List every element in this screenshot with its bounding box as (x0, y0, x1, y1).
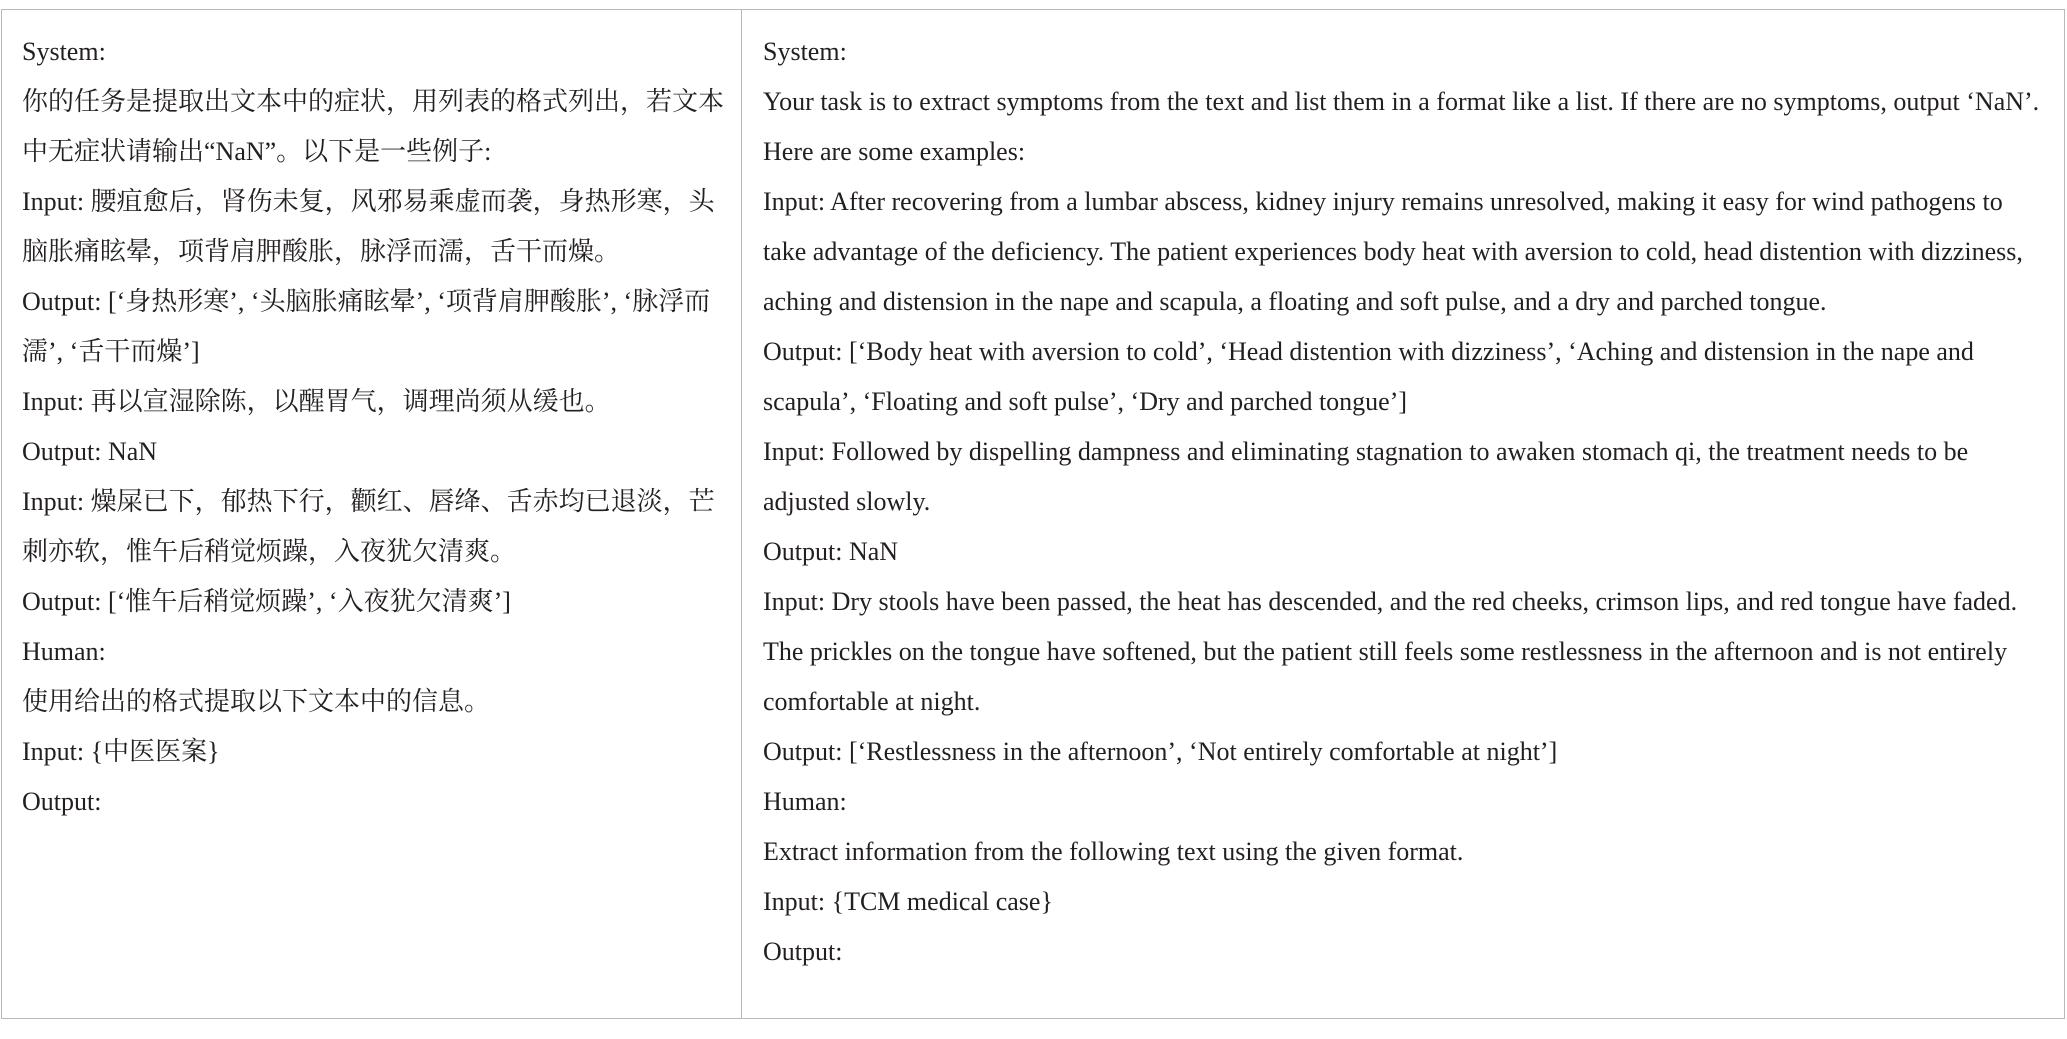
query-input-zh: Input: {中医医案} (22, 737, 220, 766)
example-input-3-en: Input: Dry stools have been passed, the heat has descended, and the red cheeks, crimson lips, and red tongue have faded. The prickles on the tongue have softened, but the patient still feels some restlessness in the afternoon and is not entirely comfortable at night. (763, 587, 2018, 716)
example-output-3-en: Output: [‘Restlessness in the afternoon’, ‘Not entirely comfortable at night’] (763, 737, 1558, 766)
query-output-zh: Output: (22, 787, 102, 816)
example-output-2-en: Output: NaN (763, 537, 899, 566)
example-input-2-en: Input: Followed by dispelling dampness and eliminating stagnation to awaken stomach qi, the treatment needs to be adjusted slowly. (763, 437, 1969, 516)
example-output-1-en: Output: [‘Body heat with aversion to cold’, ‘Head distention with dizziness’, ‘Aching and distension in the nape and scapula’, ‘Floating and soft pulse’, ‘Dry and parched tongue’] (763, 337, 1974, 416)
system-instruction-zh: 你的任务是提取出文本中的症状，用列表的格式列出，若文本中无症状请输出“NaN”。以下是一些例子: (22, 87, 725, 166)
query-input-en: Input: {TCM medical case} (763, 887, 1053, 916)
example-input-1-en: Input: After recovering from a lumbar abscess, kidney injury remains unresolved, making it easy for wind pathogens to take advantage of the deficiency. The patient experiences body heat with aversion to cold, head distention with dizziness, aching and distension in the nape and scapula, a floating and soft pulse, and a dry and parched tongue. (763, 187, 2023, 316)
english-prompt-column (742, 10, 2064, 1018)
human-instruction-en: Extract information from the following text using the given format. (763, 837, 1464, 866)
human-instruction-zh: 使用给出的格式提取以下文本中的信息。 (22, 687, 491, 716)
system-label-en: System: (763, 37, 847, 66)
human-label-zh: Human: (22, 637, 106, 666)
example-output-3-zh: Output: [‘惟午后稍觉烦躁’, ‘入夜犹欠清爽’] (22, 587, 511, 616)
example-input-3-zh: Input: 燥屎已下，郁热下行，颧红、唇绛、舌赤均已退淡，芒刺亦软，惟午后稍觉烦躁，入夜犹欠清爽。 (22, 487, 715, 566)
prompt-comparison-table (1, 9, 2065, 1019)
chinese-prompt-column (2, 10, 742, 1018)
example-output-1-zh: Output: [‘身热形寒’, ‘头脑胀痛眩晕’, ‘项背肩胛酸胀’, ‘脉浮而濡’, ‘舌干而燥’] (22, 287, 711, 366)
query-output-en: Output: (763, 937, 843, 966)
example-output-2-zh: Output: NaN (22, 437, 158, 466)
human-label-en: Human: (763, 787, 847, 816)
system-instruction-en: Your task is to extract symptoms from the text and list them in a format like a list. If there are no symptoms, output ‘NaN’. Here are some examples: (763, 87, 2040, 166)
example-input-1-zh: Input: 腰疽愈后，肾伤未复，风邪易乘虚而袭，身热形寒，头脑胀痛眩晕，项背肩胛酸胀，脉浮而濡，舌干而燥。 (22, 187, 715, 266)
example-input-2-zh: Input: 再以宣湿除陈，以醒胃气，调理尚须从缓也。 (22, 387, 611, 416)
system-label-zh: System: (22, 37, 106, 66)
